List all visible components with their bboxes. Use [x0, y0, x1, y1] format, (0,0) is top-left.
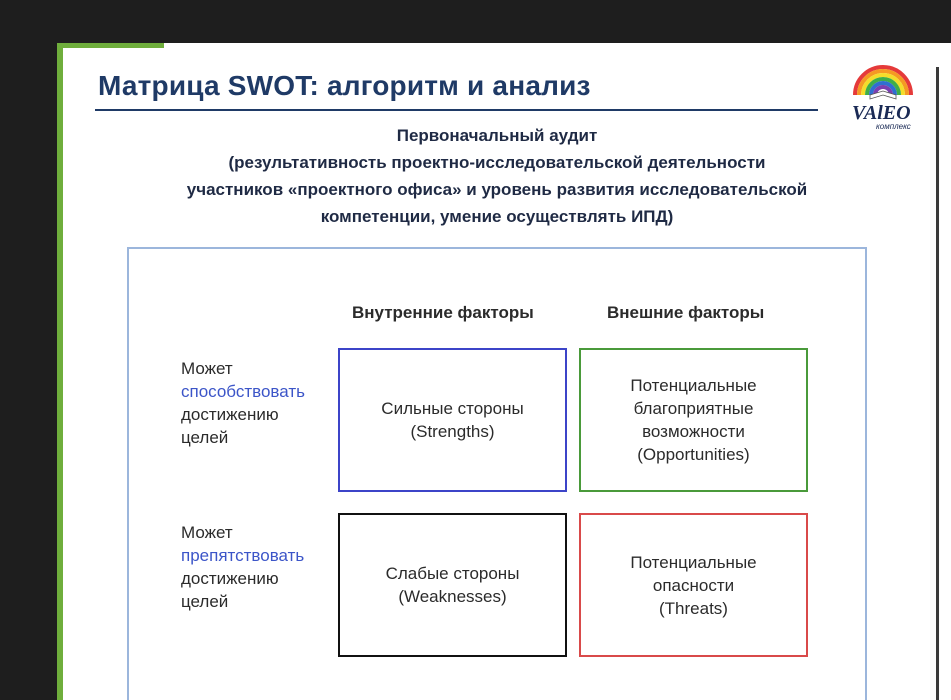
swot-cell-weaknesses — [338, 513, 567, 657]
cell-text: Потенциальные — [630, 552, 757, 572]
audit-line: Первоначальный аудит — [396, 126, 598, 145]
accent-bar-left — [57, 43, 63, 700]
swot-matrix — [127, 247, 867, 700]
audit-line: участников «проектного офиса» и уровень развития исследовательской — [186, 180, 808, 199]
valeo-logo — [850, 61, 916, 133]
cell-text: (Weaknesses) — [398, 587, 507, 606]
logo-text-main: VAlEO — [852, 102, 911, 124]
row-label-line: достижению — [181, 569, 279, 588]
audit-description — [137, 122, 857, 230]
cell-text: благоприятные — [633, 399, 754, 418]
column-header-internal: Внутренние факторы — [352, 303, 534, 322]
accent-bar-top — [57, 43, 164, 48]
accent-bar-right — [936, 67, 939, 700]
row-label-line: целей — [181, 428, 229, 447]
row-label-negative — [181, 521, 304, 613]
row-label-positive — [181, 357, 305, 449]
row-label-highlight: препятствовать — [181, 546, 305, 565]
cell-text: опасности — [652, 575, 735, 595]
audit-line: (результативность проектно-исследовательской деятельности — [228, 153, 766, 172]
cell-text: Слабые стороны — [385, 564, 520, 583]
slide — [57, 43, 951, 700]
audit-line: компетенции, умение осуществлять ИПД) — [320, 207, 674, 226]
swot-cell-threats — [579, 513, 808, 657]
swot-cell-opportunities — [579, 348, 808, 492]
rainbow-book-icon — [850, 61, 916, 133]
slide-title: Матрица SWOT: алгоритм и анализ — [98, 70, 591, 101]
cell-text: возможности — [642, 422, 745, 441]
row-label-line: Может — [181, 359, 233, 378]
cell-text: (Opportunities) — [637, 445, 750, 464]
cell-text: (Threats) — [659, 598, 728, 618]
cell-text: Потенциальные — [630, 376, 757, 395]
row-label-line: Может — [181, 523, 233, 542]
row-label-line: достижению — [181, 405, 279, 424]
cell-text: (Strengths) — [410, 422, 495, 441]
row-label-line: целей — [181, 592, 229, 611]
swot-cell-strengths — [338, 348, 567, 492]
column-header-external: Внешние факторы — [607, 303, 765, 322]
logo-text-sub: комплекс — [876, 122, 911, 131]
cell-text: Сильные стороны — [381, 399, 524, 418]
title-underline — [95, 109, 818, 111]
row-label-highlight: способствовать — [181, 382, 305, 401]
